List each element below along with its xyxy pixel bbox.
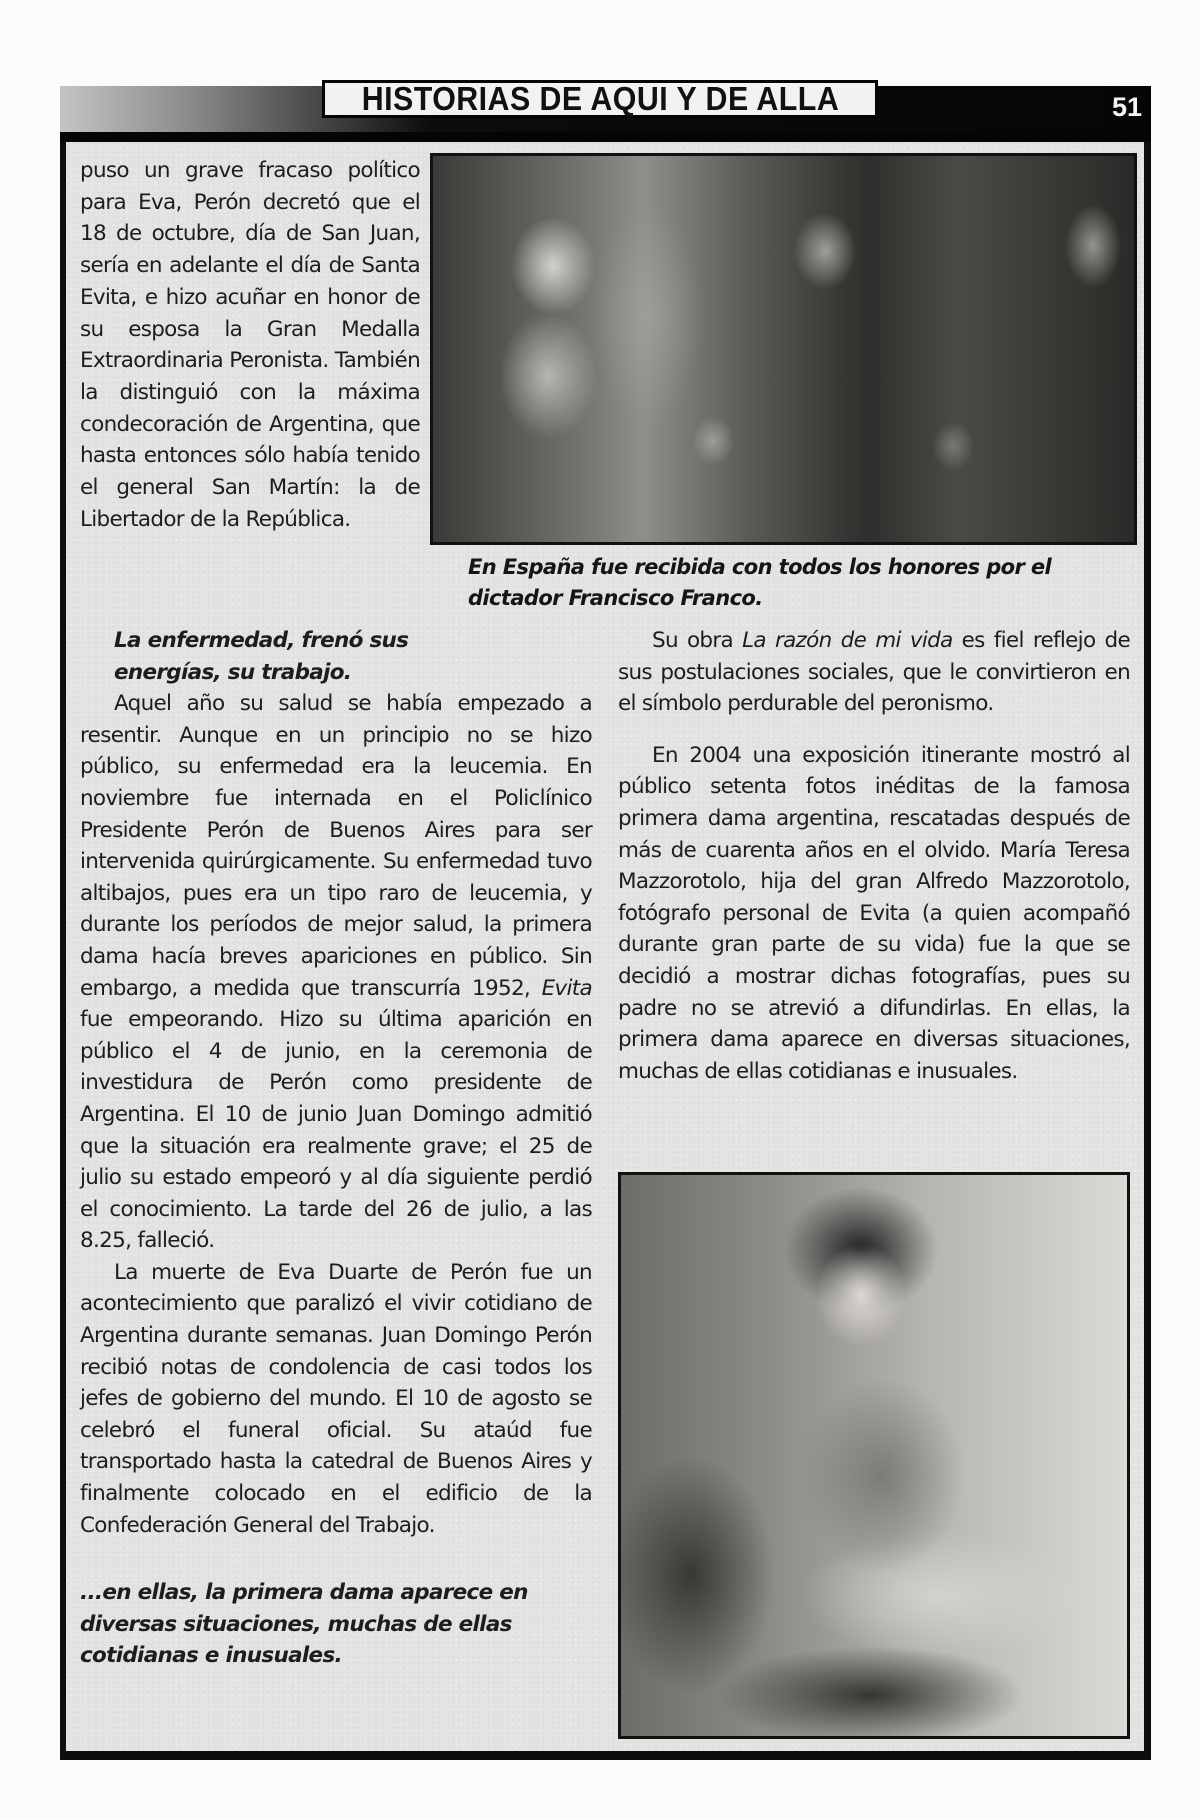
photo-evita-portrait: [618, 1172, 1130, 1739]
italic-evita: Evita: [541, 975, 592, 1001]
page-number: 51: [1111, 92, 1142, 122]
intro-paragraph: puso un grave fracaso político para Eva, Perón decretó que el 18 de octubre, día de San Juan, sería en adelante el día de Santa Evita, e hizo acuñar en honor de su esposa la Gran Medalla Extraordinaria Peronista. También la distinguió con la máxima condecoración de Argentina, que hasta entonces sólo había tenido el general San Martín: la de Libertador de la República.: [80, 158, 420, 532]
photo-evita-franco: [430, 153, 1137, 545]
body-paragraph: En 2004 una exposición itinerante mostró al público setenta fotos inéditas de la famosa primera dama argentina, rescatadas después de más de cuarenta años en el olvido. María Teresa Mazzorotolo, hija del gran Alfredo Mazzorotolo, fotógrafo personal de Evita (a quien acompañó durante gran parte de su vida) fue la que se decidió a mostrar dichas fotografías, pues su padre no se atrevió a difundirlas. En ellas, la primera dama aparece en diversas situaciones, muchas de ellas cotidianas e inusuales.: [618, 742, 1130, 1084]
header-rule: [60, 132, 1151, 142]
photo-caption: En España fue recibida con todos los honores por el dictador Francisco Franco.: [468, 555, 1052, 610]
section-title-box: [322, 80, 878, 118]
pull-quote: ...en ellas, la primera dama aparece en diversas situaciones, muchas de ellas cotidianas e inusuales.: [80, 1580, 528, 1669]
left-column: [80, 625, 592, 1672]
right-column: [618, 625, 1130, 1087]
body-paragraph: Aquel año su salud se había empezado a resentir. Aunque en un principio no se hizo público, su enfermedad era la leucemia. En noviembre fue internada en el Policlínico Presidente Perón de Buenos Aires para ser intervenida quirúrgicamente. Su enfermedad tuvo altibajos, pues era un tipo raro de leucemia, y durante los períodos de mejor salud, la primera dama hacía breves apariciones en público. Sin embargo, a medida que transcurría 1952, Evita fue empeorando. Hizo su última aparición en público el 4 de junio, en la ceremonia de investidura de Perón como presidente de Argentina. El 10 de junio Juan Domingo admitió que la situación era realmente grave; el 25 de julio su estado empeoró y al día siguiente perdió el conocimiento. La tarde del 26 de julio, a las 8.25, falleció.: [80, 691, 592, 1254]
subheading: La enfermedad, frenó sus energías, su trabajo.: [114, 628, 409, 685]
body-paragraph: La muerte de Eva Duarte de Perón fue un acontecimiento que paralizó el vivir cotidiano de Argentina durante semanas. Juan Domingo Perón recibió notas de condolencia de casi todos los jefes de gobierno del mundo. El 10 de agosto se celebró el funeral oficial. Su ataúd fue transportado hasta la catedral de Buenos Aires y finalmente colocado en el edificio de la Confederación General del Trabajo.: [80, 1259, 592, 1538]
italic-book-title: La razón de mi vida: [742, 628, 953, 653]
body-paragraph: Su obra La razón de mi vida es fiel reflejo de sus postulaciones sociales, que le convirtieron en el símbolo perdurable del peronismo.: [618, 628, 1130, 717]
top-left-column: [80, 155, 420, 535]
section-title: HISTORIAS DE AQUI Y DE ALLA: [361, 80, 839, 117]
